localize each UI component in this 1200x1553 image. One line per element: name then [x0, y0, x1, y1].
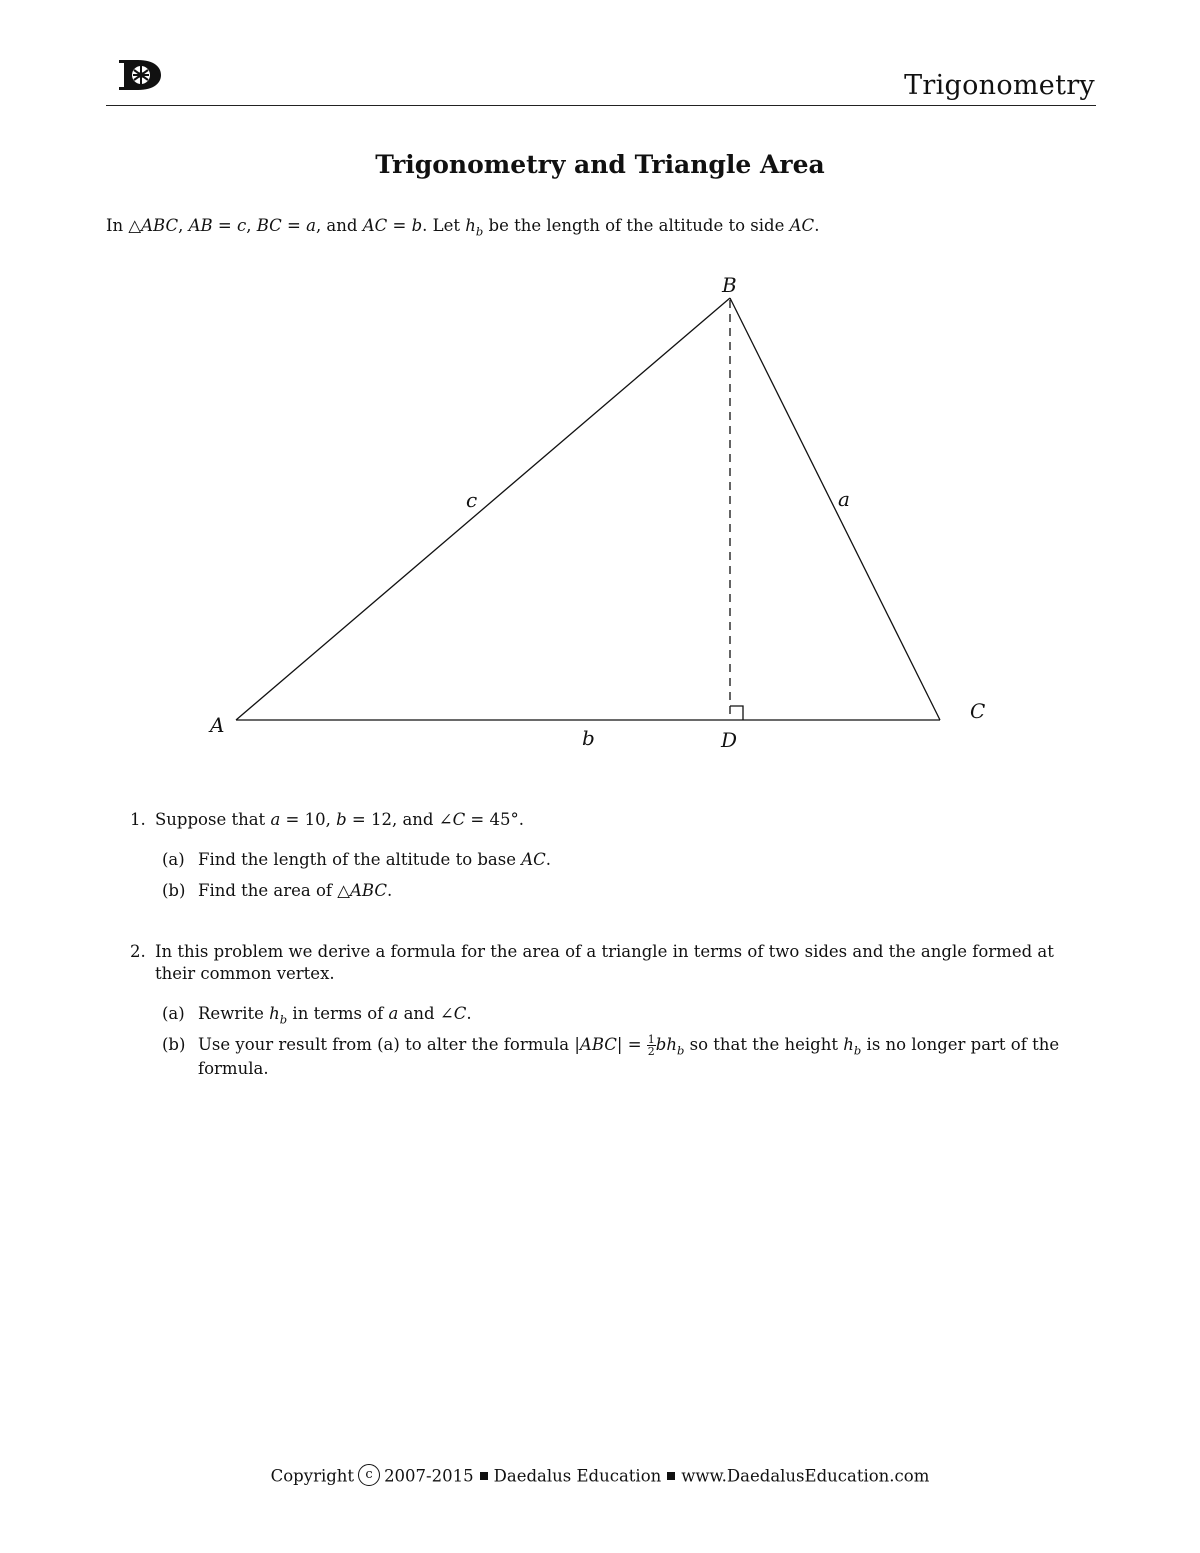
one-half-fraction: $\frac{1}{2}$ [647, 1033, 655, 1058]
side-a [730, 298, 940, 720]
page-title: Trigonometry and Triangle Area [375, 150, 825, 179]
q2b-text: Use your result from (a) to alter the formula |ABC| = $\frac{1}{2}$ $bh_b$ so that the height $h_b$ is no longer part of the [198, 1033, 1060, 1058]
q2-number: 2. [130, 942, 146, 961]
right-angle-marker [730, 706, 743, 720]
label-a: a [838, 487, 850, 511]
q1-text: Suppose that a = 10, b = 12, and ∠C = 45°. [155, 810, 524, 829]
header-title: Trigonometry [904, 70, 1095, 101]
q1a-label: (a) [162, 850, 185, 869]
header-rule [106, 105, 1096, 106]
label-A: A [210, 713, 225, 737]
q1-number: 1. [130, 810, 146, 829]
q2b-line2: formula. [198, 1059, 269, 1078]
square-bullet-icon [480, 1472, 488, 1480]
q2a-text: Rewrite $h_b$ in terms of a and ∠C. [198, 1004, 472, 1027]
label-B: B [722, 273, 737, 297]
side-c [236, 298, 730, 720]
daedalus-logo-icon [116, 58, 162, 92]
copyright-icon: c [358, 1464, 380, 1486]
label-c: c [466, 488, 478, 512]
q2-line1: In this problem we derive a formula for the area of a triangle in terms of two sides and the angle formed at [155, 942, 1054, 961]
q2-line2: their common vertex. [155, 964, 335, 983]
footer: Copyright c 2007-2015 Daedalus Education www.DaedalusEducation.com [0, 1466, 1200, 1488]
q1b-text: Find the area of △ABC. [198, 881, 393, 900]
q2a-label: (a) [162, 1004, 185, 1023]
triangle-diagram [0, 260, 1200, 780]
q1b-label: (b) [162, 881, 186, 900]
intro-paragraph: In △ABC, AB = c, BC = a, and AC = b. Let $h_b$ be the length of the altitude to side AC. [106, 216, 820, 239]
square-bullet-icon [667, 1472, 675, 1480]
label-C: C [970, 699, 986, 723]
label-b: b [582, 726, 595, 750]
q2b-label: (b) [162, 1035, 186, 1054]
label-D: D [721, 728, 738, 752]
q1a-text: Find the length of the altitude to base AC. [198, 850, 552, 869]
